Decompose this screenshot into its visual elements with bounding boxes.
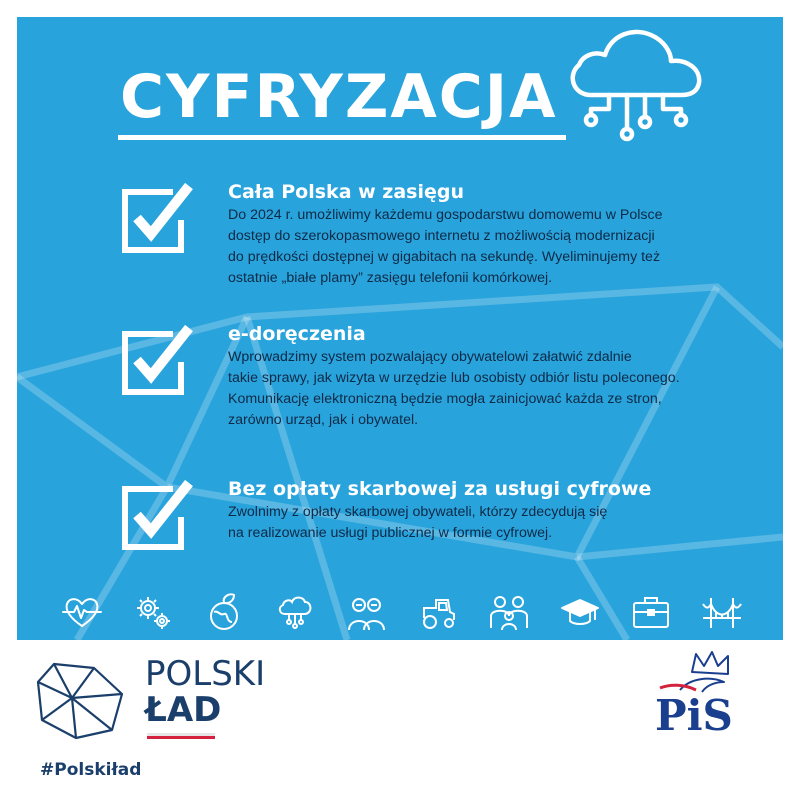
tractor-icon: [418, 592, 458, 632]
topic-icons-row: [62, 592, 742, 632]
item-body: Zwolnimy z opłaty skarbowej obywateli, którzy zdecydują się na realizowanie usługi publicznej w formie cyfrowej.: [228, 504, 608, 541]
item-body: Wprowadzimy system pozwalający obywatelowi załatwić zdalnie takie sprawy, jak wizyta w urzędzie lub osobisty odbiór listu poleconego. Komunikację elektroniczną będzie mogła zainicjować każda ze stron, zarówno urząd, jak i obywatel.: [228, 349, 680, 428]
polski-lad-emblem-icon: [36, 660, 126, 740]
checkbox-checked-icon: [117, 322, 193, 398]
globe-leaf-icon: [204, 592, 244, 632]
cloud-network-icon: [561, 17, 711, 142]
item-body: Do 2024 r. umożliwimy każdemu gospodarstwu domowemu w Polsce dostęp do szerokopasmowego internetu z możliwością modernizacji do prędkości dostępnej w gigabitach na sekundę. Wyeliminujemy też ostatnie „białe plamy” zasięgu telefonii komórkowej.: [228, 207, 663, 286]
graduation-cap-icon: [560, 592, 600, 632]
party-logo-text: PiS: [655, 691, 733, 740]
flag-stripe: [147, 733, 215, 739]
cloud-network-icon: [275, 592, 315, 632]
briefcase-icon: [631, 592, 671, 632]
brand-line-1: POLSKI: [145, 654, 266, 694]
family-icon: [489, 592, 529, 632]
item-title: Cała Polska w zasięgu: [228, 181, 465, 203]
title-underline: [118, 135, 566, 140]
checkbox-checked-icon: [117, 180, 193, 256]
gears-icon: [133, 592, 173, 632]
page-title: CYFRYZACJA: [120, 62, 558, 132]
seniors-icon: [346, 592, 386, 632]
hashtag: #Polskiład: [40, 760, 142, 780]
item-title: Bez opłaty skarbowej za usługi cyfrowe: [228, 478, 652, 500]
checkbox-checked-icon: [117, 477, 193, 553]
infographic-panel: [17, 17, 783, 640]
item-title: e-doręczenia: [228, 323, 366, 345]
brand-line-2: ŁAD: [145, 690, 222, 730]
bridge-icon: [702, 592, 742, 632]
heartbeat-icon: [62, 592, 102, 632]
